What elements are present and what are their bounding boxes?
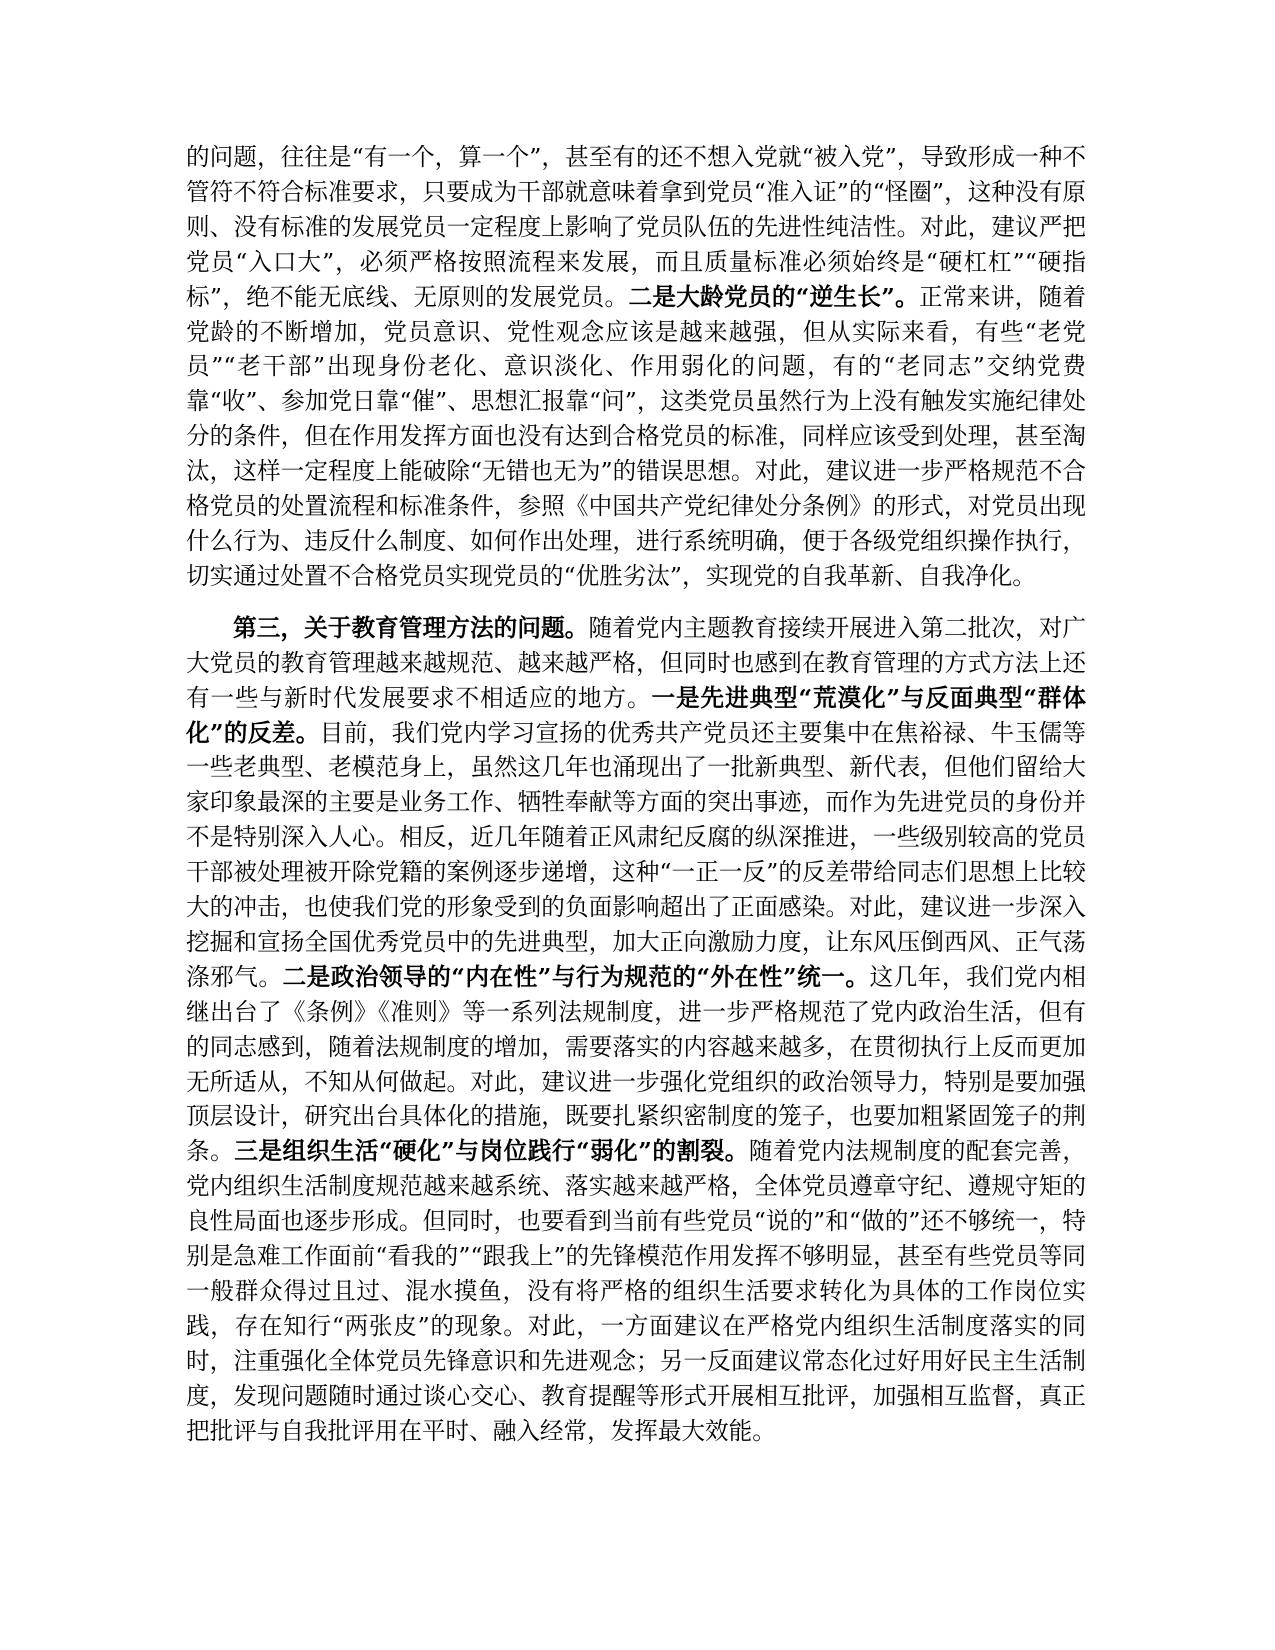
section-heading-third: 第三，关于教育管理方法的问题。: [233, 613, 589, 642]
text-segment: 这几年，我们党内相继出台了《条例》《准则》等一系列法规制度，进一步严格规范了党内政治生活，但有的同志感到，随着法规制度的增加，需要落实的内容越来越多，在贯彻执行上反而更加无所适从，不知从何做起。对此，建议进一步强化党组织的政治领导力，特别是要加强顶层设计，研究出台具体化的措施，既要扎紧织密制度的笼子，也要加粗紧固笼子的荆条。: [186, 962, 1087, 1166]
text-segment: 随着党内法规制度的配套完善，党内组织生活制度规范越来越系统、落实越来越严格，全体党员遵章守纪、遵规守矩的良性局面也逐步形成。但同时，也要看到当前有些党员“说的”和“做的”还不够统一，特别是急难工作面前“看我的”“跟我上”的先锋模范作用发挥不够明显，甚至有些党员等同一般群众得过且过、混水摸鱼，没有将严格的组织生活要求转化为具体的工作岗位实践，存在知行“两张皮”的现象。对此，一方面建议在严格党内组织生活制度落实的同时，注重强化全体党员先锋意识和先进观念；另一反面建议常态化过好用好民主生活制度，发现问题随时通过谈心交心、教育提醒等形式开展相互批评，加强相互监督，真正把批评与自我批评用在平时、融入经常，发挥最大效能。: [186, 1137, 1087, 1445]
paragraph-party-member-development: [186, 140, 1086, 594]
document-page: [186, 140, 1086, 1449]
text-segment: 随着党内主题教育接续开展进入第二批次，对广大党员的教育管理越来越规范、越来越严格，但同时也感到在教育管理的方式方法上还有一些与新时代发展要求不相适应的地方。: [186, 613, 1087, 712]
heading-organizational-life: 三是组织生活“硬化”与岗位践行“弱化”的割裂。: [234, 1137, 749, 1166]
text-segment: 目前，我们党内学习宣扬的优秀共产党员还主要集中在焦裕禄、牛玉儒等一些老典型、老模范身上，虽然这几年也涌现出了一批新典型、新代表，但他们留给大家印象最深的主要是业务工作、牺牲奉献等方面的突出事迹，而作为先进党员的身份并不是特别深入人心。相反，近几年随着正风肃纪反腐的纵深推进，一些级别较高的党员干部被处理被开除党籍的案例逐步递增，这种“一正一反”的反差带给同志们思想上比较大的冲击，也使我们党的形象受到的负面影响超出了正面感染。对此，建议进一步深入挖掘和宣扬全国优秀党员中的先进典型，加大正向激励力度，让东风压倒西风、正气荡涤邪气。: [186, 718, 1087, 991]
text-segment: 的问题，往往是“有一个，算一个”，甚至有的还不想入党就“被入党”，导致形成一种不管符不符合标准要求，只要成为干部就意味着拿到党员“准入证”的“怪圈”，这种没有原则、没有标准的发展党员一定程度上影响了党员队伍的先进性纯洁性。对此，建议严把党员“入口大”，必须严格按照流程来发展，而且质量标准必须始终是“硬杠杠”“硬指标”，绝不能无底线、无原则的发展党员。: [186, 143, 1086, 311]
heading-elderly-members: 二是大龄党员的“逆生长”。: [628, 282, 920, 311]
heading-political-leadership: 二是政治领导的“内在性”与行为规范的“外在性”统一。: [282, 962, 870, 991]
heading-typical-examples: 一是先进典型“荒漠化”与反面典型“群体化”的反差。: [186, 683, 1086, 747]
paragraph-education-management: [186, 611, 1086, 1449]
text-segment: 正常来讲，随着党龄的不断增加，党员意识、党性观念应该是越来越强，但从实际来看，有些“老党员”“老干部”出现身份老化、意识淡化、作用弱化的问题，有的“老同志”交纳党费靠“收”、参加党日靠“催”、思想汇报靠“问”，这类党员虽然行为上没有触发实施纪律处分的条件，但在作用发挥方面也没有达到合格党员的标准，同样应该受到处理，甚至淘汰，这样一定程度上能破除“无错也无为”的错误思想。对此，建议进一步严格规范不合格党员的处置流程和标准条件，参照《中国共产党纪律处分条例》的形式，对党员出现什么行为、违反什么制度、如何作出处理，进行系统明确，便于各级党组织操作执行，切实通过处置不合格党员实现党员的“优胜劣汰”，实现党的自我革新、自我净化。: [186, 282, 1086, 590]
